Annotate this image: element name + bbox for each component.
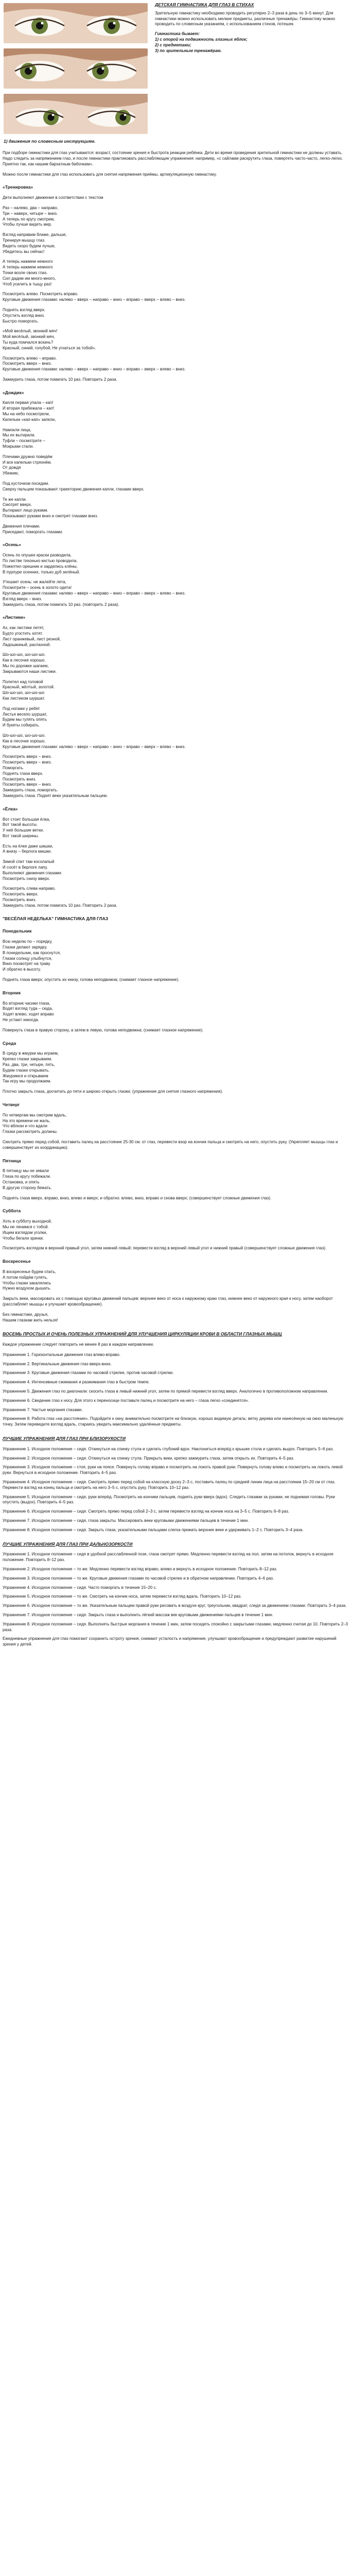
text-line: И все капельки стряхнём. bbox=[3, 460, 52, 465]
part2-title: ВОСЕМЬ ПРОСТЫХ И ОЧЕНЬ ПОЛЕЗНЫХ УПРАЖНЕНИЙ ДЛЯ УЛУЧШЕНИЯ ЦИРКУЛЯЦИИ КРОВИ В ОБЛАСТИ ГЛАЗНЫХ МЫШЦ bbox=[3, 1331, 282, 1337]
text-line: Приседают, поморгать глазами. bbox=[3, 529, 63, 534]
section-title: Понедельник bbox=[3, 928, 32, 934]
text-line: Как в лесочке хорошо. bbox=[3, 658, 46, 663]
section-block bbox=[3, 553, 350, 575]
text-line: Повернуть глаза в правую сторону, а затем в левую, голова неподвижна; (снимает глазное напряжение). bbox=[3, 1027, 204, 1032]
part3 bbox=[3, 1436, 350, 1533]
part2 bbox=[3, 1331, 350, 1428]
text-line: Крепко глазки закрываем. bbox=[3, 1057, 52, 1062]
text-line: А теперь нажмем немного bbox=[3, 265, 53, 270]
text-line: Посмотреть вверх. bbox=[3, 892, 39, 897]
section-block bbox=[3, 206, 350, 228]
text-line: Поморгать. bbox=[3, 765, 24, 770]
exercise-item: Упражнение 5. Исходное положение – то же. Смотреть на кончик носа, затем перевести взгляд вдаль. Повторить 10–12 раз. bbox=[3, 1594, 242, 1599]
text-line: Пожелтел орешник и зарделись клёны, bbox=[3, 564, 78, 569]
section-block bbox=[3, 706, 350, 728]
eye-photo-3 bbox=[4, 94, 148, 134]
section-block bbox=[3, 1196, 350, 1201]
text-line: Взгляд вверх – вниз. bbox=[3, 596, 42, 601]
text-line: Как листиком шуршат. bbox=[3, 696, 45, 701]
section-block bbox=[3, 232, 350, 255]
text-line: Круговые движения глазами: налево – вверх – направо – вниз – вправо – вверх – влево – вниз. bbox=[3, 367, 186, 372]
eye-photo-1 bbox=[4, 3, 148, 43]
text-line: Глазки рассмотреть должны. bbox=[3, 1129, 58, 1134]
section-block bbox=[3, 292, 350, 303]
text-line: Будто угостить хотят. bbox=[3, 631, 43, 636]
section-block bbox=[3, 844, 350, 855]
section-block bbox=[3, 754, 350, 799]
text-line: А теперь нажмем немного bbox=[3, 259, 53, 264]
section-title: Пятница bbox=[3, 1158, 21, 1163]
exercise-item: Упражнение 1. Исходное положение – сидя. Откинуться на спинку стула и сделать глубокий вдох. Наклониться вперёд к крышке стола и сделать выдох. Повторить 5–6 раз. bbox=[3, 1446, 334, 1451]
text-line: Ходят влево, ходят вправо bbox=[3, 1012, 54, 1017]
section-block bbox=[3, 428, 350, 450]
exercise-item: Упражнение 1. Горизонтальные движения глаз влево-вправо. bbox=[3, 1352, 120, 1357]
text-line: Осень по опушке краски разводила, bbox=[3, 553, 72, 558]
text-line: Чтобы глазки закалялись bbox=[3, 1280, 51, 1285]
text-line: Остановка, и опять bbox=[3, 1179, 40, 1184]
section-block bbox=[3, 733, 350, 750]
intro-text bbox=[3, 150, 350, 177]
text-line: Нужно воздухом дышать. bbox=[3, 1286, 51, 1291]
part3-exercises bbox=[3, 1447, 350, 1533]
text-line: Ты куда помчался вскачь? bbox=[3, 340, 54, 345]
text-line: Посмотреть влево. Посмотреть вправо. bbox=[3, 292, 79, 297]
text-line: Посмотреть влево – вправо. bbox=[3, 355, 57, 361]
hero-text bbox=[155, 2, 350, 144]
text-line: Три – наверх, четыре – вниз. bbox=[3, 211, 58, 216]
text-line: Мы их вытирали. bbox=[3, 433, 36, 438]
part4-exercises bbox=[3, 1552, 350, 1633]
text-line: А внизу – берлога мишки. bbox=[3, 849, 52, 854]
section-block bbox=[3, 195, 350, 201]
text-line: Полетел над головой bbox=[3, 679, 43, 684]
text-line: Те же капли. bbox=[3, 497, 27, 502]
text-line: Зажмурить глаза, потом помигать 10 раз. Повторить 2 раза. bbox=[3, 377, 117, 382]
exercise-item: Упражнение 6. Сведение глаз к носу. Для этого к переносице поставьте палец и посмотрите на него – глаза легко «соединятся». bbox=[3, 1398, 250, 1403]
text-line: Чтобы лучше видеть мир. bbox=[3, 222, 52, 227]
exercise-item: Упражнение 4. Исходное положение – сидя. Смотреть прямо перед собой на классную доску 2–3 с, поставить палец по средней линии лица на расстоянии 15–20 см от глаз. Перевести взгляд на конец пальца и смотреть на него 3–5 с, опустить руку. Повторить 10–12 раз. bbox=[3, 1480, 336, 1490]
text-line: Посмотреть вверх – вниз. bbox=[3, 782, 52, 787]
text-line: По четвергам мы смотрим вдаль, bbox=[3, 1112, 67, 1117]
exercise-item: Упражнение 4. Интенсивные сжимания и разжимания глаз в быстром темпе. bbox=[3, 1380, 150, 1385]
text-line: В пятницу мы не зевали bbox=[3, 1168, 49, 1174]
section-block bbox=[3, 1028, 350, 1033]
text-line: Всю неделю по – порядку, bbox=[3, 939, 52, 944]
closing-paragraph: Ежедневные упражнения для глаз помогают сохранить остроту зрения, снимают усталость и напряжение, улучшают кровообращение и предупреждают развитие нарушений зрения у детей. bbox=[3, 1636, 337, 1647]
text-line: Будем мы гулять опять bbox=[3, 717, 47, 722]
section-block bbox=[3, 1312, 350, 1324]
text-line: Шо-шо-шо, шо-шо-шо bbox=[3, 690, 45, 696]
text-line: Глаза по кругу побежали. bbox=[3, 1174, 51, 1179]
text-line: Нашим глазкам жить нельзя! bbox=[3, 1317, 58, 1323]
section-title: «Ёлка» bbox=[3, 806, 18, 811]
text-line: Убежим, bbox=[3, 471, 19, 476]
text-line: Плечами дружно поведём bbox=[3, 454, 52, 459]
text-line: Ах, как листики летят, bbox=[3, 625, 44, 631]
section-block bbox=[3, 1269, 350, 1292]
section-title: Четверг bbox=[3, 1101, 20, 1107]
section-block bbox=[3, 580, 350, 607]
text-line: Что вблизи и что вдали bbox=[3, 1124, 47, 1129]
text-line: Закрыть веки, массировать их с помощью круговых движений пальцев: верхнее веко от носа к наружному краю глаз, нижнее веко от наружного края к носу, затем наоборот (расслабляет мышцы и улучшает кровообращение). bbox=[3, 1296, 334, 1307]
text-line: В среду в жмурки мы играем, bbox=[3, 1051, 59, 1056]
text-line: Мы по дорожке шагаем, bbox=[3, 663, 49, 668]
text-line: Посмотреть слева направо. bbox=[3, 886, 56, 891]
text-line: Листья весело шуршат, bbox=[3, 711, 47, 717]
text-line: На это времени не жаль, bbox=[3, 1118, 50, 1123]
text-line: Мы на небо посмотрели, bbox=[3, 412, 50, 417]
text-line: Капельки «кап-кап» запели, bbox=[3, 417, 56, 422]
section-title: Воскресенье bbox=[3, 1259, 31, 1264]
text-line: Красный, жёлтый, золотой. bbox=[3, 685, 55, 690]
text-line: Посмотреть снизу вверх. bbox=[3, 876, 50, 881]
section-block bbox=[3, 400, 350, 422]
text-line: Быстро поморгать. bbox=[3, 318, 39, 324]
part2-exercises bbox=[3, 1352, 350, 1428]
text-line: Мой весёлый, звонкий мяч, bbox=[3, 334, 55, 340]
text-line: Поднять глаза вверх, вправо, вниз, влево и вверх; и обратно: влево, вниз, вправо и снова вверх; (совершенствует сложные движения глаз). bbox=[3, 1195, 272, 1200]
section-block bbox=[3, 886, 350, 908]
type-item: 2) с предметами; bbox=[155, 42, 191, 47]
eye-photo-2 bbox=[4, 48, 148, 89]
text-line: «Мой весёлый, звонкий мяч! bbox=[3, 329, 58, 334]
text-line: Хоть в субботу выходной, bbox=[3, 1219, 52, 1224]
text-line: Вот стоит большая ёлка, bbox=[3, 817, 50, 822]
text-line: Смотреть прямо перед собой, поставить палец на расстояние 25-30 см. от глаз, перевести взор на кончик пальца и смотреть на него, опустить руку. (Укрепляет мышцы глаз и совершенствует их координацию). bbox=[3, 1139, 339, 1150]
type-item: 3) по зрительным тренажёрам. bbox=[155, 48, 222, 53]
text-line: Посмотреть вниз. bbox=[3, 897, 37, 903]
text-line: Видеть скоро будем лучше, bbox=[3, 243, 56, 248]
part2-lead: Каждое упражнение следует повторить не менее 8 раз в каждом направлении. bbox=[3, 1342, 154, 1347]
section-block bbox=[3, 1089, 350, 1095]
text-line: Вот такой высоты. bbox=[3, 822, 38, 827]
text-line: Посмотрите – осень в золото одета! bbox=[3, 585, 72, 590]
text-line: Движения плечами. bbox=[3, 523, 41, 529]
text-line: Вниз посмотрят на траву bbox=[3, 961, 50, 967]
text-line: Утешает осень: не жалейте лета, bbox=[3, 580, 66, 585]
text-line: Сверху пальцем показывают траекторию движения капли, глазами вверх. bbox=[3, 486, 145, 492]
section-block bbox=[3, 308, 350, 324]
text-line: Во вторник часики глаза, bbox=[3, 1001, 50, 1006]
exercise-item: Упражнение 2. Вертикальные движения глаз вверх-вниз. bbox=[3, 1361, 112, 1366]
text-line: Ищем взглядом уголки, bbox=[3, 1230, 47, 1235]
section-block bbox=[3, 524, 350, 535]
text-line: Лист оранжевый, лист резной, bbox=[3, 636, 61, 641]
section-title: «Тренировка» bbox=[3, 184, 33, 190]
text-line: От дождя bbox=[3, 465, 21, 470]
exercise-item: Упражнение 8. Исходное положение – сидя. Закрыть глаза, указательными пальцами слегка прижать верхние веки и удерживать 1–2 с. Повторить 3–4 раза. bbox=[3, 1527, 304, 1532]
type-item: 1) с опорой на подвижность глазных яблок; bbox=[155, 37, 248, 42]
text-line: В пурпуре осенних, только дуб зелёный. bbox=[3, 569, 80, 574]
text-line: Раз – налево, два – направо, bbox=[3, 205, 59, 210]
text-line: Зажмурить глаза, потом помигать 10 раз. (повторить 2 раза). bbox=[3, 602, 119, 607]
section-block bbox=[3, 377, 350, 383]
exercise-item: Упражнение 2. Исходное положение – сидя. Откинуться на спинку стула. Прикрыть веки, крепко зажмурить глаза, затем открыть их. Повторить 4–5 раз. bbox=[3, 1455, 294, 1461]
types-list bbox=[155, 37, 350, 54]
text-line: И букеты собирать. bbox=[3, 723, 40, 728]
intro-paragraph: При подборе гимнастики для глаз учитываются: возраст, состояние зрения и быстрота реакции ребёнка. Дети во время проведения зрительной гимнастики не должны уставать. Надо следить за напряжением глаз, и после гимнастики практиковать расслабляющие упражнения: например, «с сайлами раскрутить глаза, повертеть часто-часто, легко-легко. Приятно так, как нашим бархатным бабочкам». bbox=[3, 150, 343, 166]
text-line: Смотрят вверх. bbox=[3, 502, 32, 507]
text-line: И обратно в высоту. bbox=[3, 967, 41, 972]
section-title: Суббота bbox=[3, 1208, 21, 1214]
text-line: Зажмурить глаза, поморгать. bbox=[3, 788, 58, 793]
exercise-item: Упражнение 6. Исходное положение – то же. Указательным пальцем правой руки рисовать в воздухе круг, треугольник, квадрат, следя за движением глазами. Повторить 3–4 раза. bbox=[3, 1603, 347, 1608]
text-line: Красный, синий, голубой, Не угнаться за тобой». bbox=[3, 345, 96, 350]
section-block bbox=[3, 1168, 350, 1191]
text-line: Убедитесь вы сейчас! bbox=[3, 249, 45, 254]
section-block bbox=[3, 939, 350, 973]
text-line: Ладошкиный, распахной. bbox=[3, 642, 51, 647]
intro-paragraph: Можно после гимнастики для глаз использовать для снятия напряжения приёмы, артикуляционную гимнастику. bbox=[3, 172, 217, 177]
text-line: Жмуримся и открываем bbox=[3, 1073, 48, 1078]
text-line: Точки возле своих глаз. bbox=[3, 270, 48, 275]
types-title: Гимнастика бывает: bbox=[155, 31, 200, 37]
text-line: В понедельник, как проснутся, bbox=[3, 950, 61, 955]
section-block bbox=[3, 625, 350, 648]
text-line: Посмотреть вверх – вниз. bbox=[3, 361, 52, 366]
section-block bbox=[3, 259, 350, 287]
text-line: Как в лесочке хорошо. bbox=[3, 738, 46, 743]
section-block bbox=[3, 1051, 350, 1084]
hero-section bbox=[3, 2, 350, 144]
text-line: Тренируя мышцу глаз. bbox=[3, 238, 46, 243]
text-line: Намокли лица, bbox=[3, 427, 31, 432]
text-line: Посмотреть вверх – вниз. bbox=[3, 754, 52, 759]
text-line: Зимой спит там косолапый bbox=[3, 859, 55, 865]
exercise-item: Упражнение 8. Исходное положение – сидя. Выполнять быстрые моргания в течение 1 мин, затем посидеть спокойно с закрытыми глазами, медленно считая до 10. Повторить 2–3 раза. bbox=[3, 1621, 348, 1632]
text-line: Будем глазки открывать. bbox=[3, 1067, 50, 1073]
text-line: Круговые движения глазами: налево – вверх – направо – вниз – вправо – вверх – влево – вниз. bbox=[3, 591, 186, 596]
section-title: «Осень» bbox=[3, 542, 21, 548]
text-line: Посмотреть вверх – вниз. bbox=[3, 760, 52, 765]
section-block bbox=[3, 680, 350, 702]
text-line: Круговые движения глазами: налево – вверх – направо – вниз – вправо – вверх – влево – вниз. bbox=[3, 297, 186, 302]
text-line: Плотно закрыть глаза, досчитать до пяти и широко открыть глазки; (упражнение для снятия глазного напряжения). bbox=[3, 1089, 223, 1094]
exercise-item: Упражнение 5. Движения глаз по диагонали: скосить глаза в левый нижний угол, затем по прямой перевести взгляд вверх. Аналогично в противоположном направлении. bbox=[3, 1389, 328, 1394]
text-line: Опустить взгляд вниз. bbox=[3, 313, 45, 318]
text-line: Капля первая упала – кап! bbox=[3, 400, 54, 405]
text-line: В воскресенье будем спать, bbox=[3, 1269, 56, 1274]
text-line: Шо-шо-шо, шо-шо-шо. bbox=[3, 652, 46, 657]
eye-photos bbox=[3, 2, 150, 144]
poem-sections bbox=[3, 184, 350, 1323]
section-block bbox=[3, 1140, 350, 1151]
text-line: Дети выполняют движения в соответствии с текстом bbox=[3, 195, 103, 200]
section-title: Среда bbox=[3, 1040, 16, 1046]
text-line: Шо-шо-шо, шо-шо-шо. bbox=[3, 733, 46, 738]
text-line: Выполняют движения глазами: bbox=[3, 870, 62, 875]
section-block bbox=[3, 1219, 350, 1241]
part4-title: ЛУЧШИЕ УПРАЖНЕНИЯ ДЛЯ ГЛАЗ ПРИ ДАЛЬНОЗОРКОСТИ bbox=[3, 1541, 133, 1547]
text-line: Вытирают лицо руками. bbox=[3, 508, 48, 513]
part4 bbox=[3, 1541, 350, 1633]
section-block bbox=[3, 356, 350, 372]
part3-title: ЛУЧШИЕ УПРАЖНЕНИЯ ДЛЯ ГЛАЗ ПРИ БЛИЗОРУКОСТИ bbox=[3, 1436, 126, 1442]
section-block bbox=[3, 1113, 350, 1135]
text-line: Мокрыми стали. bbox=[3, 444, 34, 449]
text-line: Так игру мы продолжаем. bbox=[3, 1079, 51, 1084]
text-line: Чтобы бегали зрачки. bbox=[3, 1235, 44, 1241]
section-block bbox=[3, 1296, 350, 1308]
exercise-item: Упражнение 1. Исходное положение – сидя в удобной расслабленной позе, глаза смотрят прямо. Медленно перевести взгляд на пол, затем на потолок, вернуть в исходное положение. Повторить 8–12 раз. bbox=[3, 1552, 333, 1563]
exercise-item: Упражнение 7. Исходное положение – сидя. Закрыть глаза и выполнить лёгкий массаж век круговыми движениями пальцев в течение 1 мин. bbox=[3, 1613, 274, 1617]
text-line: Без гимнастики, друзья, bbox=[3, 1312, 49, 1317]
exercise-item: Упражнение 4. Исходное положение – сидя. Часто поморгать в течение 15–20 с. bbox=[3, 1585, 157, 1590]
section-block bbox=[3, 497, 350, 519]
text-line: Туфли – посмотрите – bbox=[3, 438, 45, 444]
text-line: Зажмурить глаза. Поднят веки указательным пальцем. bbox=[3, 793, 108, 798]
text-line: Под ногами у ребят bbox=[3, 706, 40, 711]
section-block bbox=[3, 1001, 350, 1023]
section-block bbox=[3, 454, 350, 477]
text-line: А потом пойдём гулять, bbox=[3, 1275, 48, 1280]
text-line: Мы не ленимся с тобой. bbox=[3, 1224, 49, 1229]
text-line: Закрываются наши листики. bbox=[3, 669, 57, 674]
text-line: Посмотреть взглядом в верхний правый угол, затем нижний левый; перевести взгляд в верхний левый угол и нижний правый (совершенствует сложные движения глаз). bbox=[3, 1246, 327, 1251]
text-line: Под кусточком посидим. bbox=[3, 481, 49, 486]
text-line: Водят взгляд туда – сюда, bbox=[3, 1006, 53, 1011]
text-line: Зажмурить глаза, потом помигать 10 раз. Повторить 2 раза. bbox=[3, 903, 117, 908]
section-title: «Дождик» bbox=[3, 389, 24, 395]
text-line: Сил дадим им много-много, bbox=[3, 276, 56, 281]
section-title: Вторник bbox=[3, 990, 21, 995]
section-block bbox=[3, 652, 350, 674]
text-line: Круговые движения глазами: налево – вверх – направо – вниз – вправо – вверх – влево – вниз. bbox=[3, 744, 186, 749]
exercise-item: Упражнение 7. Частые моргания глазами. bbox=[3, 1407, 83, 1412]
text-line: Глазки солнцу улыбнутся, bbox=[3, 956, 52, 961]
text-line: И сосёт в берлоге лапу. bbox=[3, 865, 48, 870]
exercise-item: Упражнение 8. Работа глаз «на расстояние». Подойдите к окну, внимательно посмотрите на близкую, хорошо видимую деталь: ветку дерева или нанесённую на окно маленькую точку. Затем переведите взгляд вдаль, стараясь увидеть максимально удалённые предметы. bbox=[3, 1416, 344, 1427]
text-line: Поднять взгляд вверх. bbox=[3, 307, 46, 312]
section-block bbox=[3, 1246, 350, 1251]
section-block bbox=[3, 977, 350, 983]
section-block bbox=[3, 817, 350, 839]
eye-caption: 1) движения по словесным инструкциям. bbox=[4, 139, 96, 144]
exercise-item: Упражнение 3. Круговые движения глазами по часовой стрелке, против часовой стрелки. bbox=[3, 1370, 174, 1376]
section-block bbox=[3, 859, 350, 882]
text-line: Поднять глаза вверх. bbox=[3, 771, 44, 776]
text-line: Взгляд направим ближе, дальше, bbox=[3, 232, 67, 238]
exercise-item: Упражнение 2. Исходное положение – то же. Медленно перевести взгляд вправо, влево и вернуть в исходное положение. Повторить 8–12 раз. bbox=[3, 1567, 277, 1572]
exercise-item: Упражнение 6. Исходное положение – сидя. Смотреть прямо перед собой 2–3 с, затем перевести взгляд на кончик носа на 3–5 с. Повторить 6–8 раз. bbox=[3, 1509, 290, 1514]
text-line: Поднять глаза вверх; опустить их книзу, голова неподвижна; (снимает глазное напряжение). bbox=[3, 977, 180, 982]
text-line: И вторая прибежала – кап! bbox=[3, 406, 55, 411]
hero-intro: Зрительную гимнастику необходимо проводить регулярно 2–3 раза в день по 3–5 минут. Для гимнастики можно использовать мелкие предметы, различные тренажёры. Гимнастику можно проводить по словесным указаниям, с использованием стихов, потешек. bbox=[155, 10, 336, 27]
section-block bbox=[3, 481, 350, 493]
exercise-item: Упражнение 3. Исходное положение – стоя, руки на поясе. Повернуть голову вправо и посмотреть на локоть правой руки. Повернуть голову влево и посмотреть на локоть левой руки. Вернуться в исходное положение. Повторить 4–5 раз. bbox=[3, 1465, 343, 1476]
text-line: Раз, два, три, четыре, пять, bbox=[3, 1062, 56, 1067]
text-line: Глазки делают зарядку. bbox=[3, 945, 47, 950]
section-block bbox=[3, 329, 350, 351]
text-line: Чтоб усилить в тыщу раз! bbox=[3, 281, 52, 286]
exercise-item: Упражнение 7. Исходное положение – сидя, глаза закрыты. Массировать веки круговыми движениями пальцев в течение 1 мин. bbox=[3, 1518, 249, 1523]
text-line: Вот такой ширины. bbox=[3, 833, 39, 838]
text-line: Показывают руками вниз и смотрят глазами вниз. bbox=[3, 514, 98, 519]
text-line: Есть на ёлке даже шишки, bbox=[3, 843, 54, 849]
text-line: По листве тихонько кистью проводила. bbox=[3, 558, 78, 564]
section-title: «Листики» bbox=[3, 615, 26, 620]
text-line: В другую сторону бежать. bbox=[3, 1185, 52, 1190]
section-title: "ВЕСЁЛАЯ НЕДЕЛЬКА" ГИМНАСТИКА ДЛЯ ГЛАЗ bbox=[3, 916, 109, 921]
exercise-item: Упражнение 3. Исходное положение – то же. Круговые движения глазами по часовой стрелке и в обратном направлении. Повторить 4–6 раз. bbox=[3, 1575, 274, 1581]
page-title: ДЕТСКАЯ ГИМНАСТИКА ДЛЯ ГЛАЗ В СТИХАХ bbox=[155, 2, 254, 7]
text-line: Посмотреть вниз. bbox=[3, 776, 37, 782]
text-line: А теперь по кругу смотрим, bbox=[3, 216, 55, 222]
exercise-item: Упражнение 5. Исходное положение – сидя, руки вперёд. Посмотреть на кончики пальцев, поднять руки вверх (вдох). Следить глазами за руками, не поднимая головы. Руки опустить (выдох). Повторить 4–5 раз. bbox=[3, 1494, 335, 1505]
text-line: Не устают никогда. bbox=[3, 1018, 39, 1023]
text-line: У неё большие ветки. bbox=[3, 828, 44, 833]
